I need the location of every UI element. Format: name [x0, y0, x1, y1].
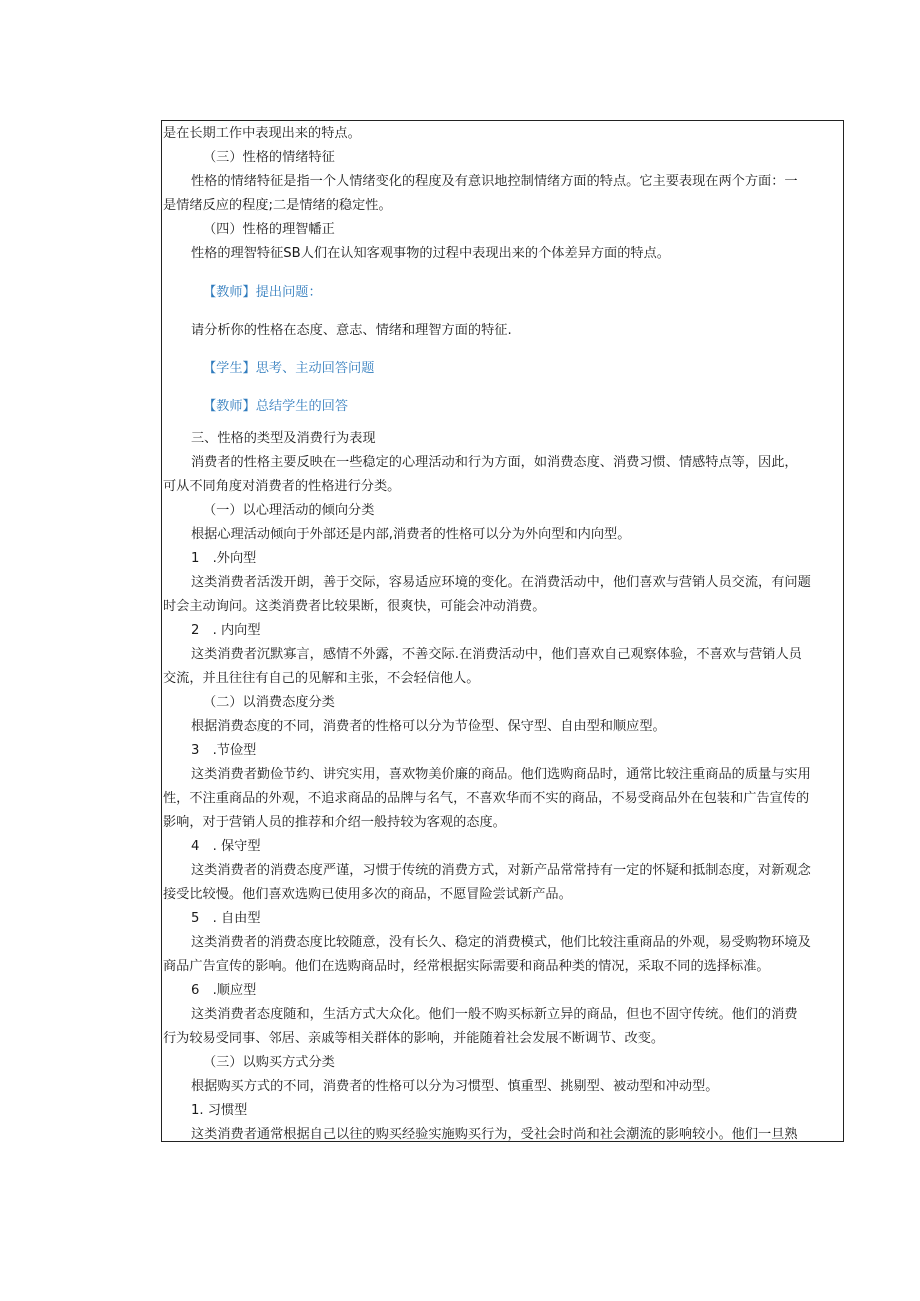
text-line: 根据购买方式的不同，消费者的性格可以分为习惯型、慎重型、挑剔型、被动型和冲动型。 [191, 1079, 719, 1094]
text-line: 这类消费者的消费态度比较随意，没有长久、稳定的消费模式，他们比较注重商品的外观，易受购物环境及 [191, 935, 811, 950]
text-line: 这类消费者勤俭节约、讲究实用，喜欢物美价廉的商品。他们选购商品时，通常比较注重商品的质量与实用 [191, 767, 811, 782]
text-line: 请分析你的性格在态度、意志、情绪和理智方面的特征. [191, 323, 512, 338]
text-line: 这类消费者活泼开朗，善于交际，容易适应环境的变化。在消费活动中，他们喜欢与营销人员交流，有问题 [191, 575, 811, 590]
text-line: 商品广告宣传的影响。他们在选购商品时，经常根据实际需要和商品种类的情况，采取不同的选择标准。 [163, 959, 770, 974]
text-line: 接受比较慢。他们喜欢选购已使用多次的商品，不愿冒险尝试新产品。 [163, 887, 572, 902]
list-item-heading: 4 . 保守型 [191, 839, 261, 854]
student-label: 【学生】思考、主动回答问题 [203, 361, 375, 376]
list-item-heading: 1. 习惯型 [191, 1103, 248, 1118]
text-line: 是在长期工作中表现出来的特点。 [163, 126, 361, 141]
text-line: 行为较易受同事、邻居、亲戚等相关群体的影响，并能随着社会发展不断调节、改变。 [163, 1031, 665, 1046]
list-item-heading: 6 .顺应型 [191, 983, 257, 998]
text-line: 性格的情绪特征是指一个人情绪变化的程度及有意识地控制情绪方面的特点。它主要表现在两个方面：一 [191, 174, 798, 189]
section-heading: 三、性格的类型及消费行为表现 [191, 431, 376, 446]
section-heading: （二）以消费态度分类 [203, 695, 335, 710]
section-heading: （四）性格的理智幡正 [203, 222, 335, 237]
list-item-heading: 1 .外向型 [191, 551, 257, 566]
section-heading: （三）性格的情绪特征 [203, 150, 335, 165]
teacher-label: 【教师】总结学生的回答 [203, 399, 349, 414]
section-heading: （三）以购买方式分类 [203, 1055, 335, 1070]
text-line: 这类消费者态度随和，生活方式大众化。他们一般不购买标新立异的商品，但也不固守传统。他们的消费 [191, 1007, 798, 1022]
text-line: 这类消费者通常根据自己以往的购买经验实施购买行为，受社会时尚和社会潮流的影响较小。他们一旦熟 [191, 1127, 798, 1142]
teacher-label: 【教师】提出问题： [203, 285, 322, 300]
text-line: 可从不同角度对消费者的性格进行分类。 [163, 479, 401, 494]
text-line: 性格的理智特征SB人们在认知客观事物的过程中表现出来的个体差异方面的特点。 [191, 246, 670, 261]
text-line: 根据心理活动倾向于外部还是内部,消费者的性格可以分为外向型和内向型。 [191, 527, 631, 542]
text-line: 这类消费者沉默寡言，感情不外露，不善交际.在消费活动中，他们喜欢自己观察体验，不喜欢与营销人员 [191, 647, 802, 662]
text-line: 交流，并且往往有自己的见解和主张，不会轻信他人。 [163, 671, 480, 686]
list-item-heading: 3 .节俭型 [191, 743, 257, 758]
text-line: 根据消费态度的不同，消费者的性格可以分为节俭型、保守型、自由型和顺应型。 [191, 719, 666, 734]
text-line: 这类消费者的消费态度严谨，习惯于传统的消费方式，对新产品常常持有一定的怀疑和抵制态度，对新观念 [191, 863, 811, 878]
text-line: 时会主动询问。这类消费者比较果断，很爽快，可能会冲动消费。 [163, 599, 546, 614]
text-line: 性，不注重商品的外观，不追求商品的品牌与名气，不喜欢华而不实的商品，不易受商品外在包装和广告宣传的 [163, 791, 810, 806]
list-item-heading: 2 . 内向型 [191, 623, 261, 638]
text-line: 是情绪反应的程度;二是情绪的稳定性。 [163, 198, 392, 213]
section-heading: （一）以心理活动的倾向分类 [203, 503, 375, 518]
list-item-heading: 5 . 自由型 [191, 911, 261, 926]
text-line: 消费者的性格主要反映在一些稳定的心理活动和行为方面，如消费态度、消费习惯、情感特点等，因此， [191, 455, 798, 470]
text-line: 影响，对于营销人员的推荐和介绍一般持较为客观的态度。 [163, 815, 506, 830]
